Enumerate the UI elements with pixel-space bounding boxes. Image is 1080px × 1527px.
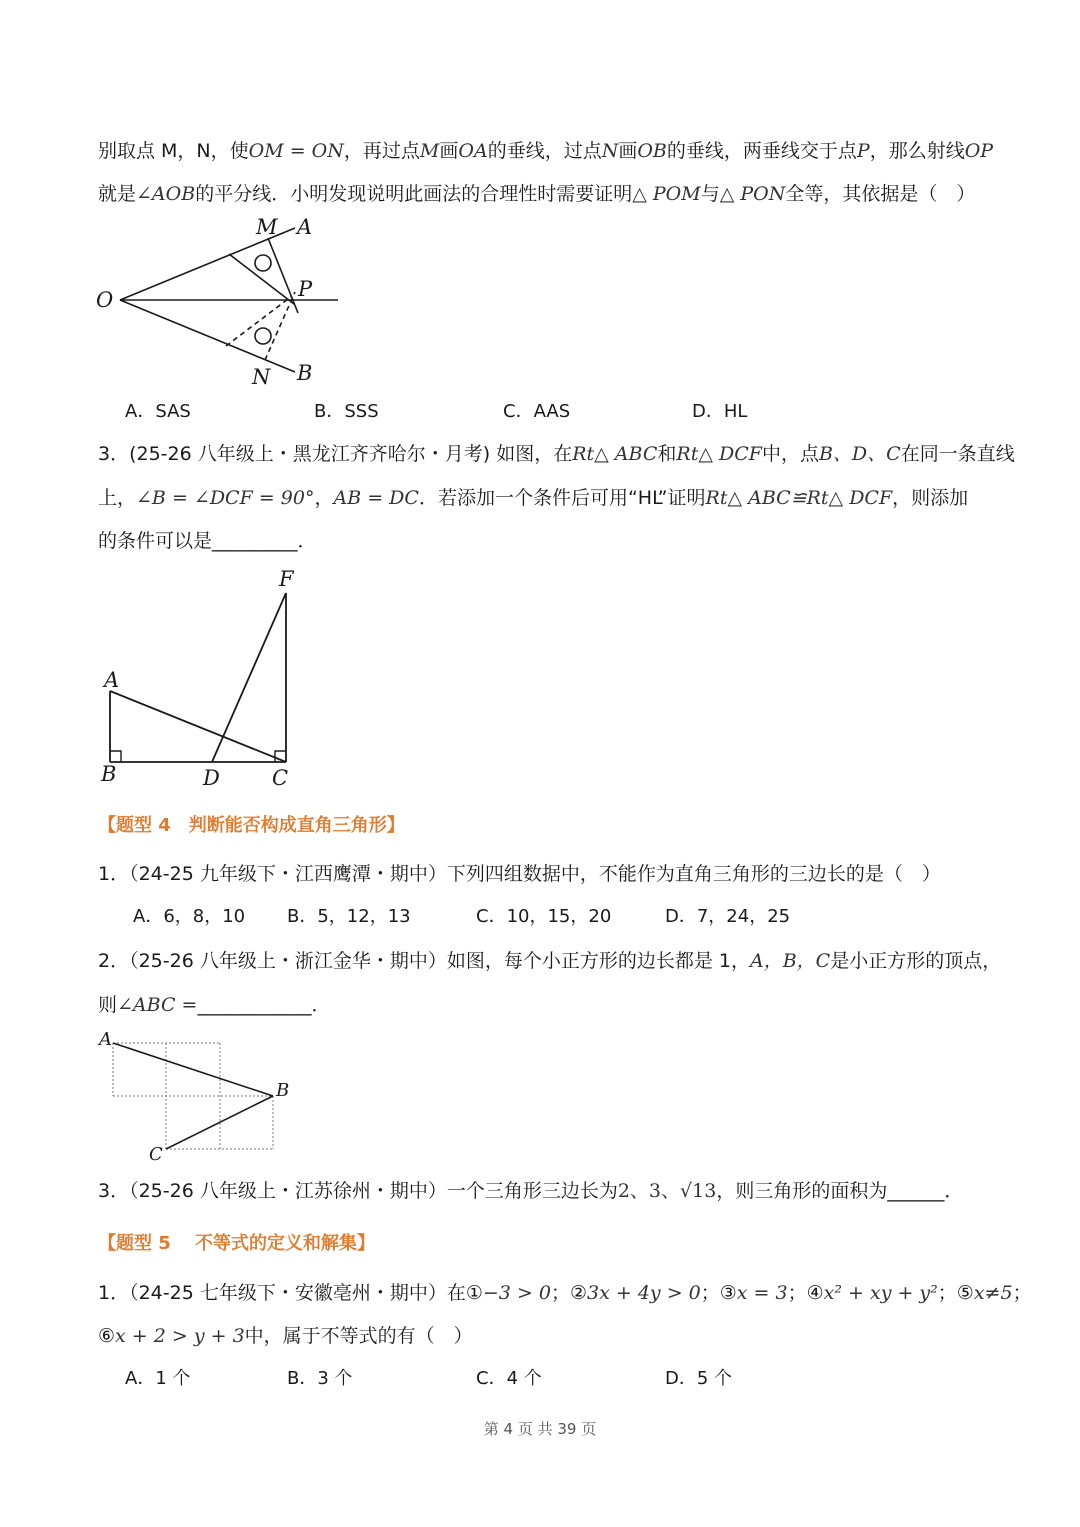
math: P	[856, 140, 870, 162]
label-o: O	[96, 288, 114, 312]
math: OM = ON	[248, 140, 344, 162]
text: ⑥	[98, 1325, 116, 1347]
grid-figure	[95, 1028, 300, 1168]
ruler-hole-lower	[255, 328, 271, 344]
ray-ob	[120, 300, 295, 372]
math: OP	[964, 140, 994, 162]
q3-text-line2	[98, 485, 968, 511]
q2-text-line1	[98, 138, 993, 164]
text: ，则添加	[892, 487, 969, 509]
math: x² + xy + y²	[823, 1282, 938, 1304]
math: ∠AOB	[136, 183, 196, 205]
label-b: B	[276, 1080, 290, 1101]
right-triangles-figure	[95, 563, 305, 793]
text: 就是	[98, 183, 137, 205]
s4-q1-option-d: D．7，24，25	[665, 906, 791, 927]
q3-text-line3: 的条件可以是_________．	[98, 530, 317, 552]
text: 则	[98, 994, 118, 1016]
label-c: C	[149, 1144, 163, 1165]
math: M	[419, 140, 440, 162]
text: 是小正方形的顶点，	[830, 950, 1002, 972]
math: Rt△ ABC	[572, 443, 658, 465]
math: N	[601, 140, 619, 162]
q2-option-b: B．SSS	[314, 401, 379, 422]
s5-q1-option-b: B．3 个	[287, 1368, 353, 1389]
text: ，那么射线	[869, 140, 965, 162]
math: x + 2 > y + 3	[115, 1325, 245, 1347]
math: △ POM	[632, 183, 701, 205]
text: 画	[439, 140, 459, 162]
text: 的平分线．小明发现说明此画法的合理性时需要证明	[195, 183, 633, 205]
math: Rt△ ABC≌Rt△ DCF	[705, 487, 893, 509]
perpendicular-n	[265, 292, 295, 360]
q2-option-d: D．HL	[692, 401, 748, 422]
page-footer: 第 4 页 共 39 页	[483, 1420, 597, 1438]
q3-text-line1	[98, 441, 1015, 467]
math: OA	[458, 140, 488, 162]
text: 3．(25-26 八年级上・黑龙江齐齐哈尔・月考) 如图，在	[98, 443, 573, 465]
s4-q1-option-c: C．10，15，20	[476, 906, 612, 927]
angle-bisector-figure	[90, 210, 360, 390]
text: 2．（25-26 八年级上・浙江金华・期中）如图，每个小正方形的边长都是 1，	[98, 950, 750, 972]
math: △ PON	[719, 183, 786, 205]
label-a: A	[297, 215, 313, 239]
text: ，再过点	[343, 140, 420, 162]
perpendicular-m	[268, 238, 298, 313]
text: ．若添加一个条件后可用“HL”证明	[418, 487, 706, 509]
label-p: P	[298, 277, 313, 301]
math: AB = DC	[333, 487, 419, 509]
text: ；⑤	[937, 1282, 974, 1304]
segment-ac	[110, 691, 286, 762]
text: ，	[314, 487, 334, 509]
text: ；④	[787, 1282, 824, 1304]
text: 的垂线，两垂线交于点	[666, 140, 857, 162]
section-4-heading: 【题型 4 判断能否构成直角三角形】	[98, 815, 405, 836]
text: ，则三角形的面积为______．	[716, 1180, 964, 1202]
q2-option-a: A．SAS	[125, 401, 191, 422]
math: x = 3	[736, 1282, 788, 1304]
text: ____________．	[197, 994, 331, 1016]
s5-q1-text-line2	[98, 1323, 473, 1349]
math: 2、3、√13	[617, 1180, 717, 1202]
math: Rt△ DCF	[676, 443, 762, 465]
label-n: N	[252, 365, 271, 389]
text: 画	[618, 140, 638, 162]
segment-ab	[113, 1043, 273, 1096]
math: OB	[637, 140, 667, 162]
label-a: A	[99, 1029, 112, 1050]
text: 全等，其依据是（ ）	[785, 183, 976, 205]
q2-text-line2	[98, 181, 975, 207]
q2-option-c: C．AAS	[503, 401, 571, 422]
math: A，B，C	[749, 950, 831, 972]
math: ∠B = ∠DCF = 90°	[136, 487, 315, 509]
s4-q1-option-a: A．6，8，10	[133, 906, 246, 927]
s4-q3-text	[98, 1178, 963, 1204]
s5-q1-option-d: D．5 个	[665, 1368, 733, 1389]
text: 中，点	[761, 443, 819, 465]
text: 在同一条直线	[900, 443, 1015, 465]
text: 与	[700, 183, 720, 205]
segment-fd	[212, 593, 286, 762]
text: 和	[657, 443, 677, 465]
text: ；③	[700, 1282, 737, 1304]
label-m: M	[256, 215, 278, 239]
s4-q2-text-line1	[98, 948, 1001, 974]
text: 3．（25-26 八年级上・江苏徐州・期中）一个三角形三边长为	[98, 1180, 618, 1202]
label-b: B	[101, 762, 117, 786]
ruler-hole-upper	[255, 255, 271, 271]
label-b: B	[297, 361, 313, 385]
s5-q1-text-line1	[98, 1280, 1032, 1306]
s5-q1-option-c: C．4 个	[476, 1368, 542, 1389]
text: ；	[1012, 1282, 1032, 1304]
s4-q2-text-line2	[98, 992, 330, 1018]
math: B、D、C	[818, 443, 901, 465]
text: 别取点 M，N，使	[98, 140, 249, 162]
label-f: F	[279, 567, 294, 591]
ruler-edge-lower	[226, 296, 292, 346]
math: ∠ABC =	[117, 994, 198, 1016]
text: 中，属于不等式的有（ ）	[244, 1325, 473, 1347]
math: −3 > 0	[482, 1282, 551, 1304]
s4-q1-option-b: B．5，12，13	[287, 906, 411, 927]
s5-q1-option-a: A．1 个	[125, 1368, 191, 1389]
text: ；②	[550, 1282, 588, 1304]
text: 的垂线，过点	[487, 140, 602, 162]
right-angle-b	[110, 751, 121, 762]
label-a: A	[104, 668, 120, 692]
s4-q1-text: 1．（24-25 九年级下・江西鹰潭・期中）下列四组数据中，不能作为直角三角形的三边长的是（ ）	[98, 863, 941, 885]
text: 1．（24-25 七年级下・安徽亳州・期中）在①	[98, 1282, 483, 1304]
text: 上，	[98, 487, 137, 509]
label-d: D	[203, 766, 220, 790]
math: 3x + 4y > 0	[587, 1282, 701, 1304]
section-5-heading: 【题型 5 不等式的定义和解集】	[98, 1233, 376, 1254]
label-c: C	[272, 766, 289, 790]
math: x≠5	[973, 1282, 1013, 1304]
